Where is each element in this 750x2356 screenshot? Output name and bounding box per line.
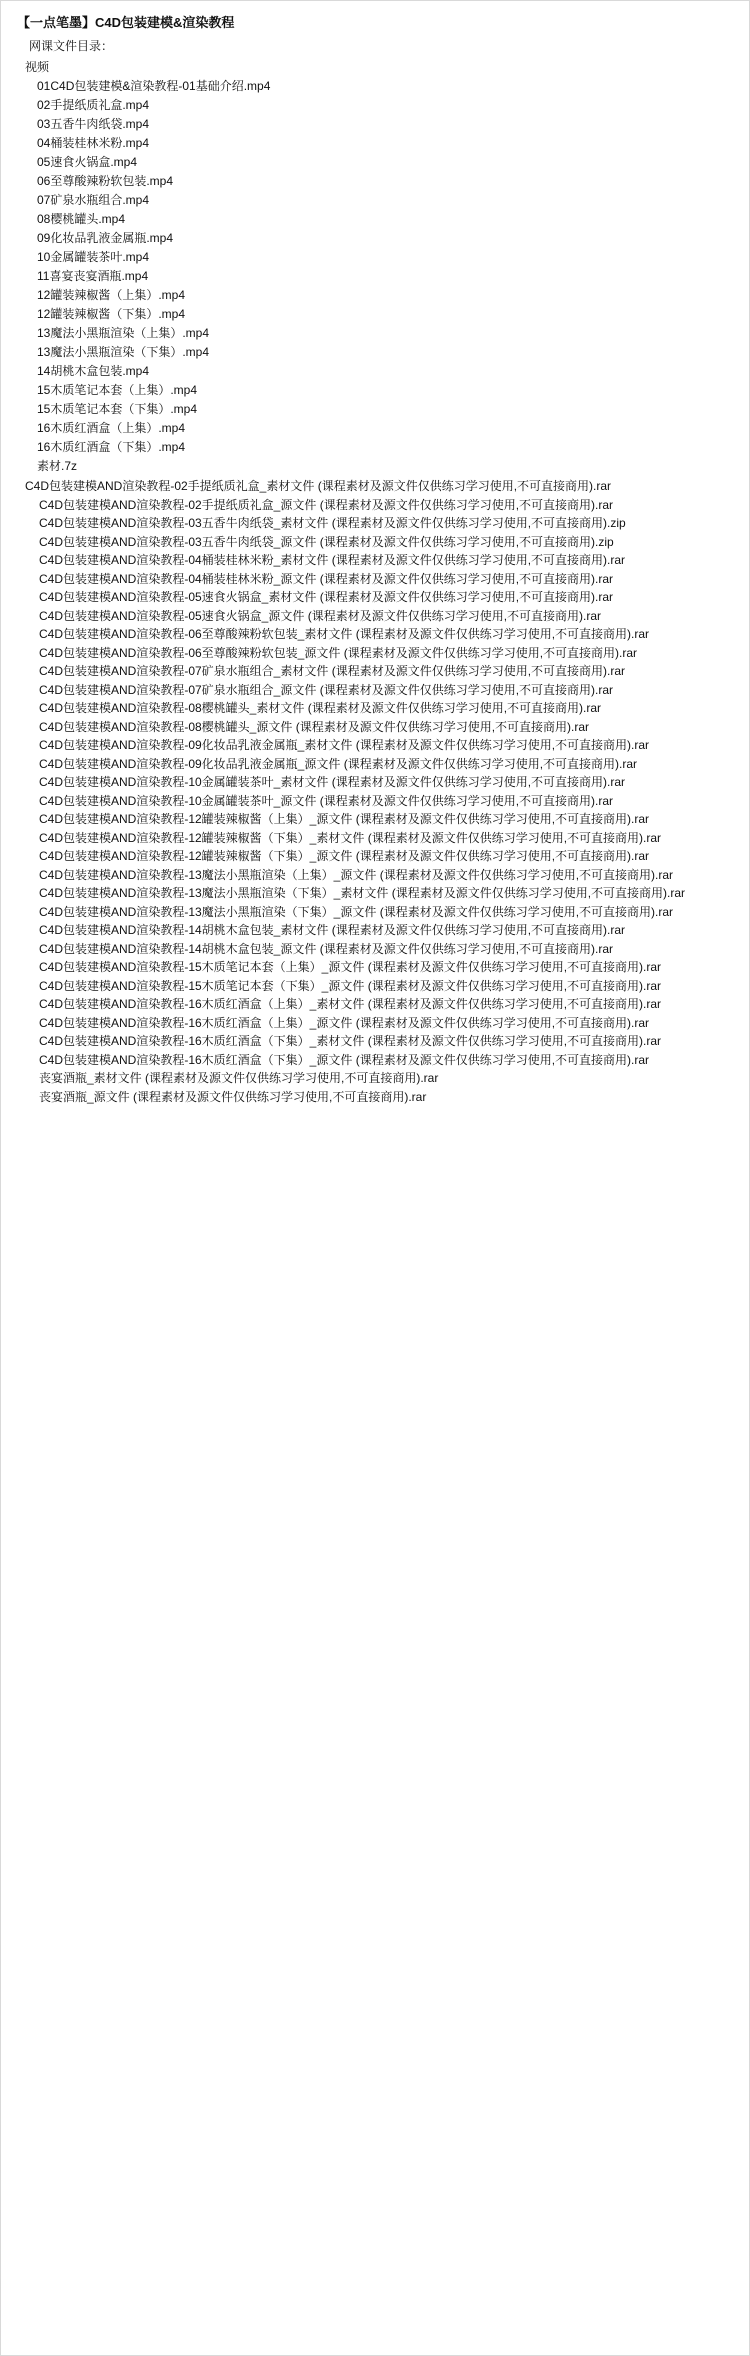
list-item: C4D包装建模AND渲染教程-09化妆品乳液金属瓶_源文件 (课程素材及源文件仅供练习学习使用,不可直接商用).rar — [39, 756, 638, 771]
list-item: C4D包装建模AND渲染教程-03五香牛肉纸袋_素材文件 (课程素材及源文件仅供练习学习使用,不可直接商用).zip — [39, 516, 626, 530]
list-item: 12罐装辣椒酱（下集）.mp4 — [37, 307, 186, 321]
list-item: 03五香牛肉纸袋.mp4 — [37, 117, 150, 131]
list-item: C4D包装建模AND渲染教程-07矿泉水瓶组合_源文件 (课程素材及源文件仅供练习学习使用,不可直接商用).rar — [39, 682, 614, 697]
list-item: 02手提纸质礼盒.mp4 — [37, 98, 150, 112]
list-item: C4D包装建模AND渲染教程-12罐装辣椒酱（下集）_素材文件 (课程素材及源文件仅供练习学习使用,不可直接商用).rar — [39, 830, 662, 845]
list-item: C4D包装建模AND渲染教程-04桶装桂林米粉_素材文件 (课程素材及源文件仅供练习学习使用,不可直接商用).rar — [39, 553, 626, 567]
list-item: C4D包装建模AND渲染教程-16木质红酒盒（上集）_素材文件 (课程素材及源文件仅供练习学习使用,不可直接商用).rar — [39, 997, 662, 1011]
list-item: 丧宴酒瓶_素材文件 (课程素材及源文件仅供练习学习使用,不可直接商用).rar — [39, 1071, 439, 1085]
list-item: C4D包装建模AND渲染教程-15木质笔记本套（下集）_源文件 (课程素材及源文件仅供练习学习使用,不可直接商用).rar — [39, 978, 662, 993]
list-item: 13魔法小黑瓶渲染（下集）.mp4 — [37, 345, 210, 359]
list-item: C4D包装建模AND渲染教程-13魔法小黑瓶渲染（上集）_源文件 (课程素材及源文件仅供练习学习使用,不可直接商用).rar — [39, 867, 674, 882]
list-item: 10金属罐装茶叶.mp4 — [37, 250, 150, 264]
directory-label: 网课文件目录： — [29, 39, 114, 53]
list-item: C4D包装建模AND渲染教程-16木质红酒盒（上集）_源文件 (课程素材及源文件仅供练习学习使用,不可直接商用).rar — [39, 1015, 650, 1030]
video-section-label: 视频 — [25, 60, 50, 74]
list-item: C4D包装建模AND渲染教程-09化妆品乳液金属瓶_素材文件 (课程素材及源文件仅供练习学习使用,不可直接商用).rar — [39, 738, 650, 752]
list-item: C4D包装建模AND渲染教程-12罐装辣椒酱（下集）_源文件 (课程素材及源文件仅供练习学习使用,不可直接商用).rar — [39, 849, 650, 863]
page-title: 【一点笔墨】C4D包装建模&渲染教程 — [17, 15, 235, 30]
list-item: C4D包装建模AND渲染教程-07矿泉水瓶组合_素材文件 (课程素材及源文件仅供练习学习使用,不可直接商用).rar — [39, 664, 626, 678]
list-item: C4D包装建模AND渲染教程-06至尊酸辣粉软包装_源文件 (课程素材及源文件仅供练习学习使用,不可直接商用).rar — [39, 645, 638, 660]
list-item: 15木质笔记本套（下集）.mp4 — [37, 402, 198, 416]
list-item: 12罐装辣椒酱（上集）.mp4 — [37, 288, 186, 302]
list-item: C4D包装建模AND渲染教程-14胡桃木盒包装_源文件 (课程素材及源文件仅供练习学习使用,不可直接商用).rar — [39, 941, 614, 956]
list-item: C4D包装建模AND渲染教程-10金属罐装茶叶_源文件 (课程素材及源文件仅供练习学习使用,不可直接商用).rar — [39, 793, 614, 808]
list-item: C4D包装建模AND渲染教程-13魔法小黑瓶渲染（下集）_素材文件 (课程素材及源文件仅供练习学习使用,不可直接商用).rar — [39, 886, 686, 900]
list-item: 14胡桃木盒包装.mp4 — [37, 364, 150, 378]
list-item: C4D包装建模AND渲染教程-15木质笔记本套（上集）_源文件 (课程素材及源文件仅供练习学习使用,不可直接商用).rar — [39, 960, 662, 974]
list-item: C4D包装建模AND渲染教程-05速食火锅盒_素材文件 (课程素材及源文件仅供练习学习使用,不可直接商用).rar — [39, 590, 614, 604]
list-item: 08樱桃罐头.mp4 — [37, 212, 126, 226]
list-item: 01C4D包装建模&渲染教程-01基础介绍.mp4 — [37, 79, 271, 93]
list-item: 09化妆品乳液金属瓶.mp4 — [37, 231, 174, 245]
list-item: C4D包装建模AND渲染教程-02手提纸质礼盒_源文件 (课程素材及源文件仅供练习学习使用,不可直接商用).rar — [39, 497, 614, 512]
list-item: C4D包装建模AND渲染教程-08樱桃罐头_源文件 (课程素材及源文件仅供练习学习使用,不可直接商用).rar — [39, 719, 590, 734]
list-item: C4D包装建模AND渲染教程-16木质红酒盒（下集）_素材文件 (课程素材及源文件仅供练习学习使用,不可直接商用).rar — [39, 1034, 662, 1048]
list-item: 丧宴酒瓶_源文件 (课程素材及源文件仅供练习学习使用,不可直接商用).rar — [39, 1089, 427, 1104]
list-item: 13魔法小黑瓶渲染（上集）.mp4 — [37, 326, 210, 340]
list-item: 04桶装桂林米粉.mp4 — [37, 136, 150, 150]
list-item: C4D包装建模AND渲染教程-10金属罐装茶叶_素材文件 (课程素材及源文件仅供练习学习使用,不可直接商用).rar — [39, 775, 626, 789]
list-item: C4D包装建模AND渲染教程-04桶装桂林米粉_源文件 (课程素材及源文件仅供练习学习使用,不可直接商用).rar — [39, 571, 614, 586]
list-item: C4D包装建模AND渲染教程-14胡桃木盒包装_素材文件 (课程素材及源文件仅供练习学习使用,不可直接商用).rar — [39, 923, 626, 937]
list-item: C4D包装建模AND渲染教程-12罐装辣椒酱（上集）_源文件 (课程素材及源文件仅供练习学习使用,不可直接商用).rar — [39, 812, 650, 826]
list-item: C4D包装建模AND渲染教程-06至尊酸辣粉软包装_素材文件 (课程素材及源文件仅供练习学习使用,不可直接商用).rar — [39, 627, 650, 641]
list-item: 素材.7z — [37, 459, 78, 473]
list-item: 16木质红酒盒（下集）.mp4 — [37, 440, 186, 454]
list-item: 05速食火锅盒.mp4 — [37, 155, 138, 169]
video-file-list — [15, 77, 735, 476]
list-item: 07矿泉水瓶组合.mp4 — [37, 193, 150, 207]
list-item: C4D包装建模AND渲染教程-13魔法小黑瓶渲染（下集）_源文件 (课程素材及源文件仅供练习学习使用,不可直接商用).rar — [39, 904, 674, 919]
list-item: 16木质红酒盒（上集）.mp4 — [37, 421, 186, 435]
list-item: C4D包装建模AND渲染教程-02手提纸质礼盒_素材文件 (课程素材及源文件仅供练习学习使用,不可直接商用).rar — [25, 479, 612, 493]
list-item: C4D包装建模AND渲染教程-03五香牛肉纸袋_源文件 (课程素材及源文件仅供练习学习使用,不可直接商用).zip — [39, 534, 614, 549]
list-item: 15木质笔记本套（上集）.mp4 — [37, 383, 198, 397]
list-item: C4D包装建模AND渲染教程-08樱桃罐头_素材文件 (课程素材及源文件仅供练习学习使用,不可直接商用).rar — [39, 701, 602, 715]
asset-file-list — [15, 477, 735, 1106]
list-item: 06至尊酸辣粉软包装.mp4 — [37, 174, 174, 188]
list-item: 11喜宴丧宴酒瓶.mp4 — [37, 269, 149, 283]
list-item: C4D包装建模AND渲染教程-05速食火锅盒_源文件 (课程素材及源文件仅供练习学习使用,不可直接商用).rar — [39, 608, 602, 623]
list-item: C4D包装建模AND渲染教程-16木质红酒盒（下集）_源文件 (课程素材及源文件仅供练习学习使用,不可直接商用).rar — [39, 1052, 650, 1067]
